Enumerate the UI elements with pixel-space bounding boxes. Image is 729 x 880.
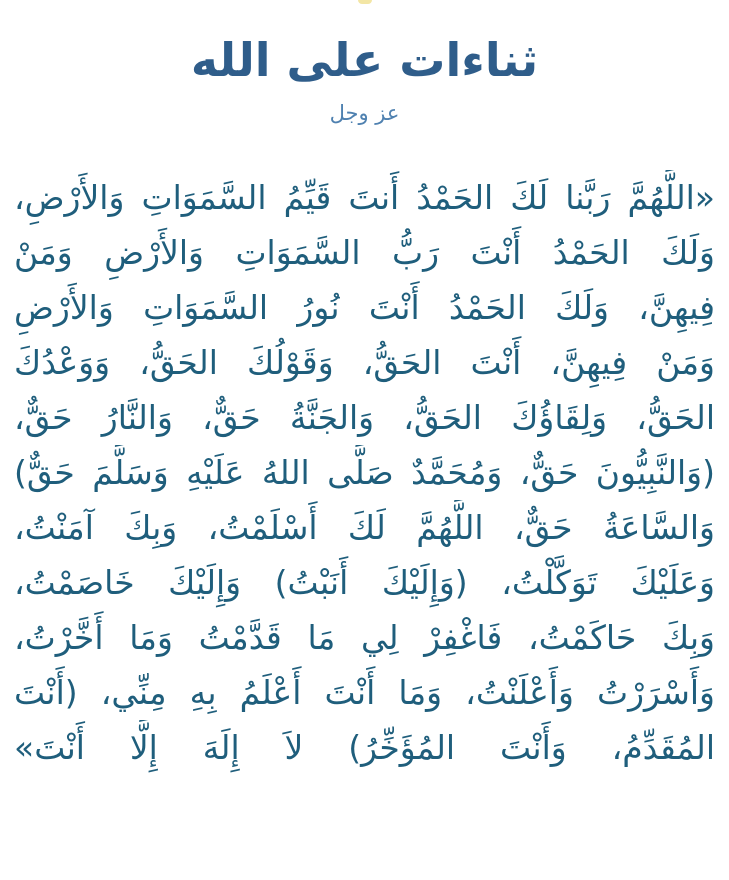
dua-line-3: فِيهِنَّ، وَلَكَ الحَمْدُ أَنْتَ نُورُ السَّمَوَاتِ وَالأَرْضِ	[14, 288, 715, 327]
page-subtitle: عز وجل	[329, 101, 400, 125]
dua-line-9: وَبِكَ حَاكَمْتُ، فَاغْفِرْ لِي مَا قَدَّمْتُ وَمَا أَخَّرْتُ،	[14, 618, 715, 657]
dua-line-7: وَالسَّاعَةُ حَقٌّ، اللَّهُمَّ لَكَ أَسْلَمْتُ، وَبِكَ آمَنْتُ،	[14, 508, 715, 547]
page-title: ثناءات على الله	[190, 33, 539, 87]
dua-line-5: الحَقُّ، وَلِقَاؤُكَ الحَقُّ، وَالجَنَّةُ حَقٌّ، وَالنَّارُ حَقٌّ،	[14, 398, 715, 437]
top-decoration	[358, 0, 372, 4]
dua-text	[14, 170, 715, 775]
dua-line-10: وَأَسْرَرْتُ وَأَعْلَنْتُ، وَمَا أَنْتَ أَعْلَمُ بِهِ مِنِّي، (أَنْتَ	[14, 673, 715, 712]
dua-line-6: (وَالنَّبِيُّونَ حَقٌّ، وَمُحَمَّدٌ صَلَّى اللهُ عَلَيْهِ وَسَلَّمَ حَقٌّ)	[14, 453, 715, 492]
dua-line-1: «اللَّهُمَّ رَبَّنا لَكَ الحَمْدُ أَنتَ قَيِّمُ السَّمَوَاتِ وَالأَرْضِ،	[14, 178, 715, 217]
dua-line-11: المُقَدِّمُ، وَأَنْتَ المُؤَخِّرُ) لاَ إِلَهَ إِلَّا أَنْتَ»	[14, 728, 715, 767]
dua-line-4: وَمَنْ فِيهِنَّ، أَنْتَ الحَقُّ، وَقَوْلُكَ الحَقُّ، وَوَعْدُكَ	[14, 343, 715, 382]
dua-line-8: وَعَلَيْكَ تَوَكَّلْتُ، (وَإِلَيْكَ أَنَبْتُ) وَإِلَيْكَ خَاصَمْتُ،	[14, 563, 715, 602]
dua-line-2: وَلَكَ الحَمْدُ أَنْتَ رَبُّ السَّمَوَاتِ وَالأَرْضِ وَمَنْ	[14, 233, 715, 272]
